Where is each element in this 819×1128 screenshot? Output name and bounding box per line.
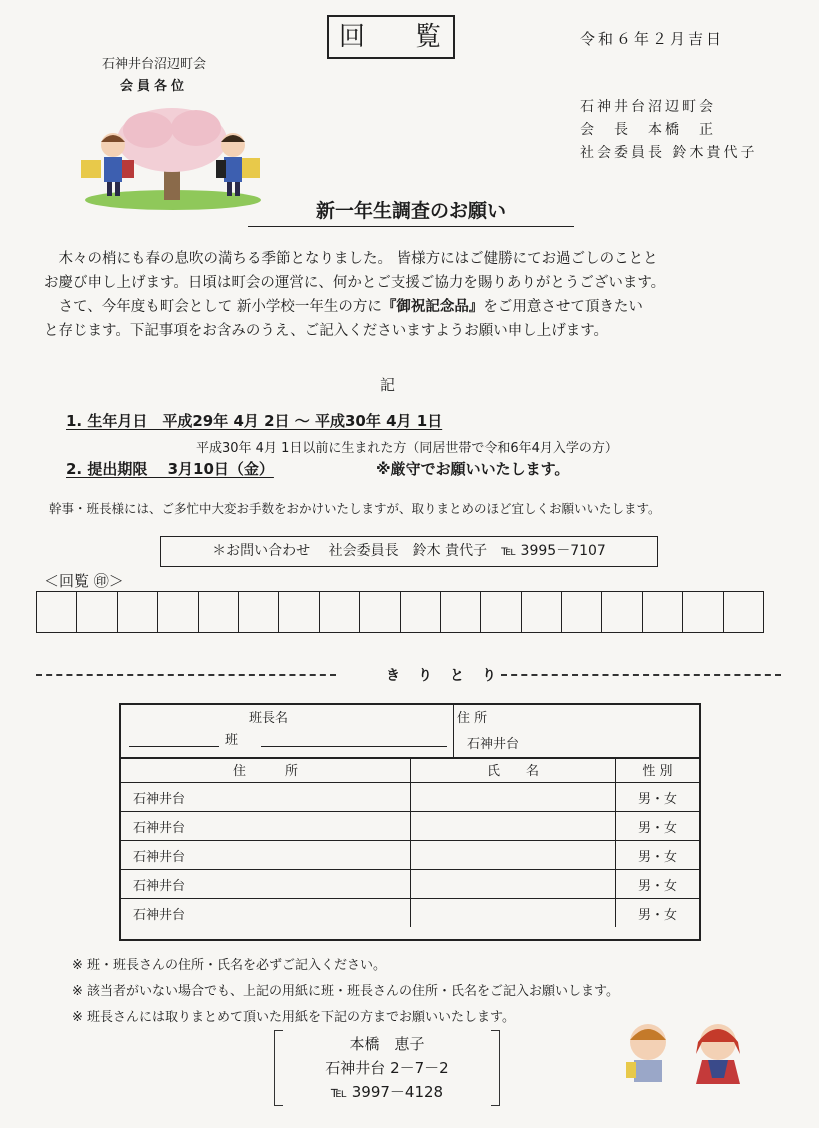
contact-box: ＊お問い合わせ 社会委員長 鈴木 貴代子 ℡ 3995－7107 <box>160 536 658 567</box>
stamp-cell[interactable] <box>522 591 562 633</box>
deadline-text: 2. 提出期限 3月10日（金） <box>66 460 274 478</box>
deadline-strict-note: ※厳守でお願いいたします。 <box>376 460 570 478</box>
row-name-field[interactable] <box>411 899 616 928</box>
stamp-cell[interactable] <box>360 591 400 633</box>
note-item: ※ 班長さんには取りまとめて頂いた用紙を下記の方までお願いいたします。 <box>72 1010 515 1025</box>
leader-name-label: 班長名 <box>249 711 289 726</box>
stamp-cell[interactable] <box>279 591 319 633</box>
stamp-cell[interactable] <box>199 591 239 633</box>
stamp-cell[interactable] <box>118 591 158 633</box>
body-line: お慶び申し上げます。日頃は町会の運営に、何かとご支援ご協力を賜りありがとうございます。 <box>44 275 666 291</box>
table-header-row <box>121 757 699 783</box>
stamp-cell[interactable] <box>320 591 360 633</box>
children-table <box>121 757 699 927</box>
stamp-cell[interactable] <box>158 591 198 633</box>
gift-name: 『御祝記念品』 <box>381 299 484 315</box>
registration-form <box>119 703 701 941</box>
row-name-field[interactable] <box>411 812 616 841</box>
row-gender[interactable]: 男・女 <box>616 841 700 870</box>
cut-dash-right <box>501 674 781 676</box>
recipient-block <box>84 54 224 98</box>
children-cherry-tree-illustration <box>78 100 268 212</box>
birthdate-note: 平成30年 4月 1日以前に生まれた方（同居世帯で令和6年4月入学の方） <box>196 441 618 456</box>
row-name-field[interactable] <box>411 783 616 812</box>
row-address: 石神井台 <box>121 812 411 841</box>
stamp-cell[interactable] <box>724 591 764 633</box>
document-heading: 新一年生調査のお願い <box>248 196 574 227</box>
row-gender[interactable]: 男・女 <box>616 812 700 841</box>
page-title: 回 覧 <box>327 15 455 59</box>
cut-dash-left <box>36 674 336 676</box>
row-address: 石神井台 <box>121 783 411 812</box>
organizer-note: 幹事・班長様には、ご多忙中大変お手数をおかけいたしますが、取りまとめのほど宜しくお願いいたします。 <box>49 501 661 516</box>
submit-to-tel: ℡ 3997－4128 <box>330 1083 444 1101</box>
table-row <box>121 783 699 812</box>
table-row <box>121 870 699 899</box>
deadline-item <box>66 458 570 479</box>
circulation-stamp-row <box>36 591 764 633</box>
stamp-cell[interactable] <box>602 591 642 633</box>
row-gender[interactable]: 男・女 <box>616 870 700 899</box>
two-children-illustration <box>608 1020 768 1092</box>
table-row <box>121 812 699 841</box>
table-row <box>121 899 699 928</box>
stamp-cell[interactable] <box>77 591 117 633</box>
leader-address-label: 住 所 <box>457 711 488 726</box>
row-gender[interactable]: 男・女 <box>616 899 700 928</box>
sender-block <box>580 96 757 165</box>
stamp-cell[interactable] <box>643 591 683 633</box>
stamp-cell[interactable] <box>441 591 481 633</box>
row-address: 石神井台 <box>121 899 411 928</box>
ki-marker: 記 <box>380 376 396 394</box>
col-name: 氏 名 <box>411 757 616 783</box>
row-name-field[interactable] <box>411 841 616 870</box>
submit-to-block <box>274 1030 500 1104</box>
cut-label: きりとり <box>386 668 514 684</box>
stamp-cell[interactable] <box>683 591 723 633</box>
birthdate-range-item: 1. 生年月日 平成29年 4月 2日 ～ 平成30年 4月 1日 <box>66 412 443 430</box>
group-label: 班 <box>225 733 239 748</box>
body-line: 木々の梢にも春の息吹の満ちる季節となりました。 皆様方にはご健勝にてお過ごしのことと <box>44 251 658 267</box>
col-address: 住 所 <box>121 757 411 783</box>
leader-name-field[interactable] <box>261 746 447 747</box>
issue-date: 令和６年２月吉日 <box>580 30 725 48</box>
cut-line <box>36 665 781 685</box>
row-gender[interactable]: 男・女 <box>616 783 700 812</box>
row-address: 石神井台 <box>121 841 411 870</box>
notes-list <box>72 953 619 1031</box>
submit-to-address: 石神井台 2－7－2 <box>325 1059 449 1077</box>
note-item: ※ 班・班長さんの住所・氏名を必ずご記入ください。 <box>72 958 387 973</box>
sender-president: 会 長 本橋 正 <box>580 122 716 138</box>
stamp-cell[interactable] <box>37 591 77 633</box>
col-gender: 性 別 <box>616 757 700 783</box>
submit-to-name: 本橋 恵子 <box>349 1035 425 1053</box>
note-item: ※ 該当者がいない場合でも、上記の用紙に班・班長さんの住所・氏名をご記入お願いします。 <box>72 984 619 999</box>
stamp-cell[interactable] <box>401 591 441 633</box>
body-text <box>44 247 784 343</box>
body-line: さて、今年度も町会として 新小学校一年生の方に『御祝記念品』をご用意させて頂きたい <box>44 299 643 315</box>
row-name-field[interactable] <box>411 870 616 899</box>
recipient: 会員各位 <box>119 79 188 94</box>
sender-org: 石神井台沼辺町会 <box>580 99 716 115</box>
row-address: 石神井台 <box>121 870 411 899</box>
form-header <box>121 705 699 759</box>
table-row <box>121 841 699 870</box>
stamp-cell[interactable] <box>481 591 521 633</box>
body-line: と存じます。下記事項をお含みのうえ、ご記入くださいますようお願い申し上げます。 <box>44 323 609 339</box>
stamp-cell[interactable] <box>562 591 602 633</box>
circulation-stamp-label: ＜回覧 ㊞＞ <box>44 572 124 590</box>
group-number-field[interactable] <box>129 746 219 747</box>
stamp-cell[interactable] <box>239 591 279 633</box>
leader-address-value: 石神井台 <box>467 737 520 752</box>
recipient-org: 石神井台沼辺町会 <box>101 57 206 72</box>
sender-committee: 社会委員長 鈴木貴代子 <box>580 145 758 161</box>
